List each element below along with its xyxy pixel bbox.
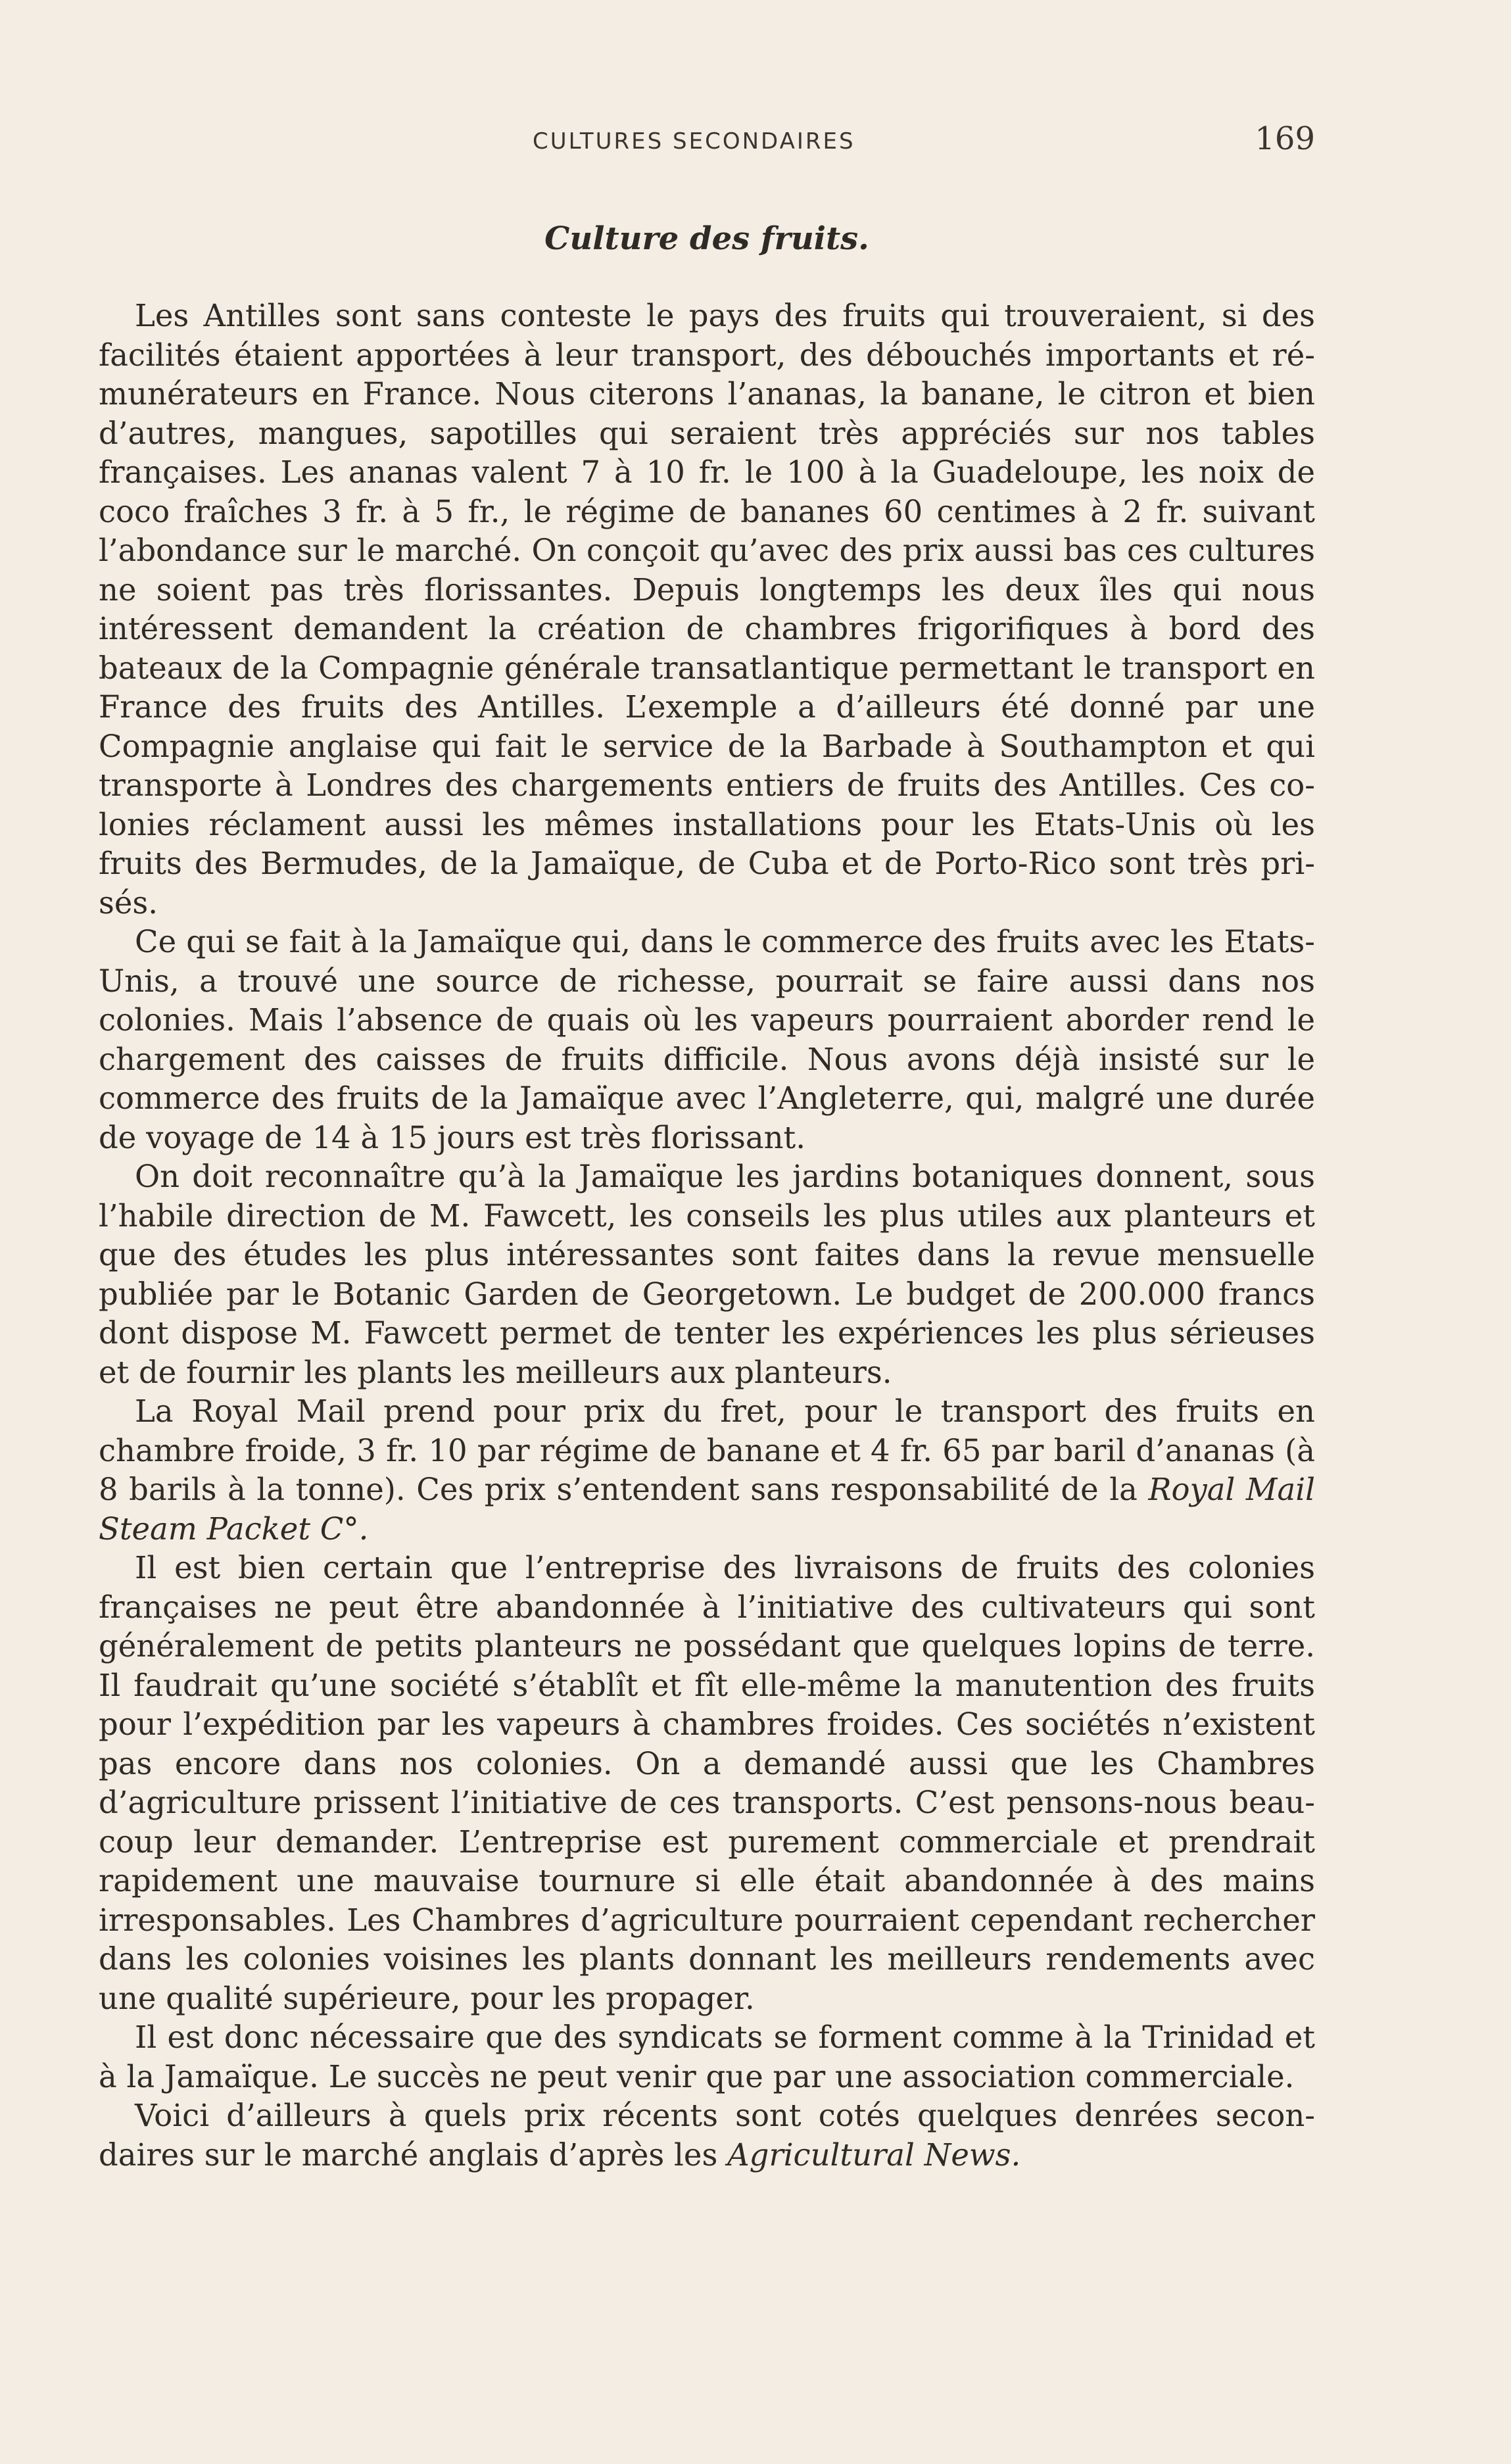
paragraph-4-text: La Royal Mail prend pour prix du fret, pour le transport des fruits en chambre froide, 3 fr. 10 par régime de banane et 4 fr. 65 par baril d’ananas (à 8 barils à la tonne). Ces prix s’entendent sans responsabilité de la bbox=[99, 1393, 1315, 1507]
paragraph-4 bbox=[99, 1392, 1315, 1549]
body-text bbox=[99, 297, 1315, 2175]
paragraph-2-text: Ce qui se fait à la Jamaïque qui, dans le commerce des fruits avec les Etats-Unis, a trouvé une source de richesse, pourrait se faire aussi dans nos colonies. Mais l’absence de quais où les vapeurs pourraient aborder rend le chargement des caisses de fruits difficile. Nous avons déjà insisté sur le commerce des fruits de la Jamaïque avec l’Angleterre, qui, malgré une durée de voyage de 14 à 15 jours est très florissant. bbox=[99, 924, 1315, 1155]
paragraph-1-text: Les Antilles sont sans conteste le pays des fruits qui trouveraient, si des facilités étaient apportées à leur transport, des débouchés importants et rémunérateurs en France. Nous citerons l’ananas, la banane, le citron et bien d’autres, mangues, sapotilles qui seraient très appréciés sur nos tables françaises. Les ananas valent 7 à 10 fr. le 100 à la Guadeloupe, les noix de coco fraîches 3 fr. à 5 fr., le régime de bananes 60 centimes à 2 fr. suivant l’abondance sur le marché. On conçoit qu’avec des prix aussi bas ces cultures ne soient pas très florissantes. Depuis longtemps les deux îles qui nous intéressent demandent la création de chambres frigorifiques à bord des bateaux de la Compagnie générale transatlantique permettant le transport en France des fruits des Antilles. L’exemple a d’ailleurs été donné par une Compagnie anglaise qui fait le service de la Barbade à Southampton et qui transporte à Londres des chargements entiers de fruits des Antilles. Ces colonies réclament aussi les mêmes installations pour les Etats-Unis où les fruits des Bermudes, de la Jamaïque, de Cuba et de Porto-Rico sont très prisés. bbox=[99, 298, 1315, 921]
paragraph-7 bbox=[99, 2096, 1315, 2175]
paragraph-3 bbox=[99, 1157, 1315, 1392]
paragraph-4-italic: Royal Mail Steam Packet C°. bbox=[99, 1472, 1316, 1547]
paragraph-6 bbox=[99, 2018, 1315, 2096]
paragraph-2 bbox=[99, 923, 1315, 1157]
book-page bbox=[99, 115, 1315, 2175]
paragraph-3-text: On doit reconnaître qu’à la Jamaïque les jardins botaniques donnent, sous l’habile direction de M. Fawcett, les conseils les plus utiles aux planteurs et que des études les plus intéressantes sont faites dans la revue mensuelle publiée par le Botanic Garden de Georgetown. Le budget de 200.000 francs dont dispose M. Fawcett permet de tenter les expériences les plus sérieuses et de fournir les plants les meilleurs aux planteurs. bbox=[99, 1159, 1315, 1390]
paragraph-5 bbox=[99, 1549, 1315, 2018]
page-number: 169 bbox=[1255, 120, 1315, 157]
running-title: CULTURES SECONDAIRES bbox=[533, 128, 855, 155]
section-title: Culture des fruits. bbox=[544, 220, 869, 257]
paragraph-6-text: Il est donc nécessaire que des syndicats se forment comme à la Trinidad et à la Jamaïque. Le succès ne peut venir que par une association commerciale. bbox=[99, 2019, 1315, 2094]
paragraph-7-italic: Agricultural News. bbox=[727, 2137, 1021, 2173]
paragraph-5-text: Il est bien certain que l’entreprise des livraisons de fruits des colonies françaises ne peut être abandonnée à l’initiative des cultivateurs qui sont généralement de petits planteurs ne possédant que quelques lopins de terre. Il faudrait qu’une société s’établît et fît elle-même la manutention des fruits pour l’expédition par les vapeurs à chambres froides. Ces sociétés n’existent pas encore dans nos colonies. On a demandé aussi que les Chambres d’agriculture prissent l’initiative de ces transports. C’est pensons-nous beaucoup leur demander. L’entreprise est purement commerciale et prendrait rapidement une mauvaise tournure si elle était abandonnée à des mains irresponsables. Les Chambres d’agriculture pourraient cependant rechercher dans les colonies voisines les plants donnant les meilleurs rendements avec une qualité supérieure, pour les propager. bbox=[99, 1550, 1315, 2016]
running-head bbox=[99, 115, 1315, 168]
paragraph-1 bbox=[99, 297, 1315, 923]
paragraph-7-text: Voici d’ailleurs à quels prix récents sont cotés quelques denrées secondaires sur le marché anglais d’après les bbox=[99, 2098, 1315, 2173]
